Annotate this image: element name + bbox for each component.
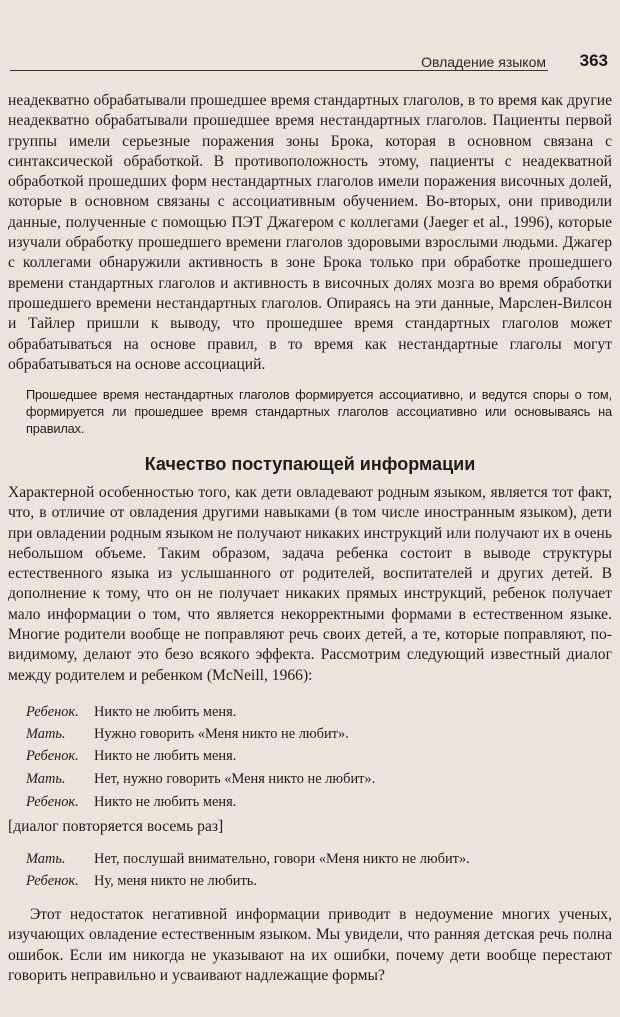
dialog-line: Никто не любить меня.	[94, 794, 237, 810]
dialog-speaker: Ребенок.	[26, 704, 79, 720]
dialog-line: Нужно говорить «Меня никто не любит».	[94, 726, 349, 742]
dialog-speaker: Ребенок.	[26, 794, 79, 810]
paragraph-3: Этот недостаток негативной информации приводит в недоумение многих ученых, изучающих овладение естественным языком. Мы увидели, что ранняя детская речь полна ошибок. Если им никогда не указывают на их ошибки, почему дети вообще перестают говорить неправильно и усваивают надлежащие формы?	[8, 906, 612, 984]
dialog-line: Никто не любить меня.	[94, 748, 237, 764]
dialog-line: Нет, послушай внимательно, говори «Меня никто не любит».	[94, 851, 470, 867]
paragraph-1: неадекватно обрабатывали прошедшее время стандартных глаголов, в то время как другие неадекватно обрабатывали прошедшее время нестандартных глаголов. Пациенты первой группы имели серьезные поражения зоны Брока, которая в основном связана с синтаксической обработкой. В противоположность этому, пациенты с неадекватной обработкой прошедших форм нестандартных глаголов имели поражения височных долей, которые в основном связаны с ассоциативным обучением. Во-вторых, они приводили данные, полученные с помощью ПЭТ Джагером с коллегами (Jaeger et al., 1996), которые изучали обработку прошедшего времени глаголов здоровыми взрослыми людьми. Джагер с коллегами обнаружили активность в зоне Брока только при обработке прошедшего времени стандартных глаголов и активность в височных долях мозга во время обработки прошедшего времени нестандартных глаголов. Опираясь на эти данные, Марслен-Вилсон и Тайлер пришли к выводу, что прошедшее время стандартных глаголов может обрабатываться на основе правил, в то время как нестандартные глаголы могут обрабатываться на основе ассоциаций.	[8, 92, 612, 373]
dialog-line: Никто не любить меня.	[94, 704, 237, 720]
dialog-repeat-note: [диалог повторяется восемь раз]	[8, 818, 224, 835]
dialog-speaker: Мать.	[26, 771, 66, 787]
dialog-speaker: Мать.	[26, 726, 66, 742]
dialog-line: Нет, нужно говорить «Меня никто не любит».	[94, 771, 376, 787]
page-number: 363	[579, 51, 608, 70]
header-rule	[10, 70, 548, 71]
dialog-speaker: Мать.	[26, 851, 66, 867]
dialog-speaker: Ребенок.	[26, 748, 79, 764]
summary-note: Прошедшее время нестандартных глаголов формируется ассоциативно, и ведутся споры о том, формируется ли прошедшее время стандартных глаголов ассоциативно или основываясь на правилах.	[26, 387, 612, 436]
dialog-line: Ну, меня никто не любить.	[94, 873, 257, 889]
dialog-speaker: Ребенок.	[26, 873, 79, 889]
header-title: Овладение языком	[415, 54, 550, 70]
section-title: Качество поступающей информации	[144, 454, 476, 474]
running-header	[10, 51, 612, 76]
paragraph-2: Характерной особенностью того, как дети овладевают родным языком, является тот факт, что, в отличие от овладения другими навыками (в том числе иностранным языком), дети при овладении родным языком не получают никаких инструкций или получают их в очень небольшом объеме. Таким образом, задача ребенка состоит в выводе структуры естественного языка из услышанного от родителей, воспитателей и других детей. В дополнение к тому, что он не получает никаких прямых инструкций, ребенок получает мало информации о том, что является некорректными формами в естественном языке. Многие родители вообще не поправляют речь своих детей, а те, которые поправляют, по-видимому, делают это безо всякого эффекта. Рассмотрим следующий известный диалог между родителем и ребенком (McNeill, 1966):	[8, 484, 612, 684]
